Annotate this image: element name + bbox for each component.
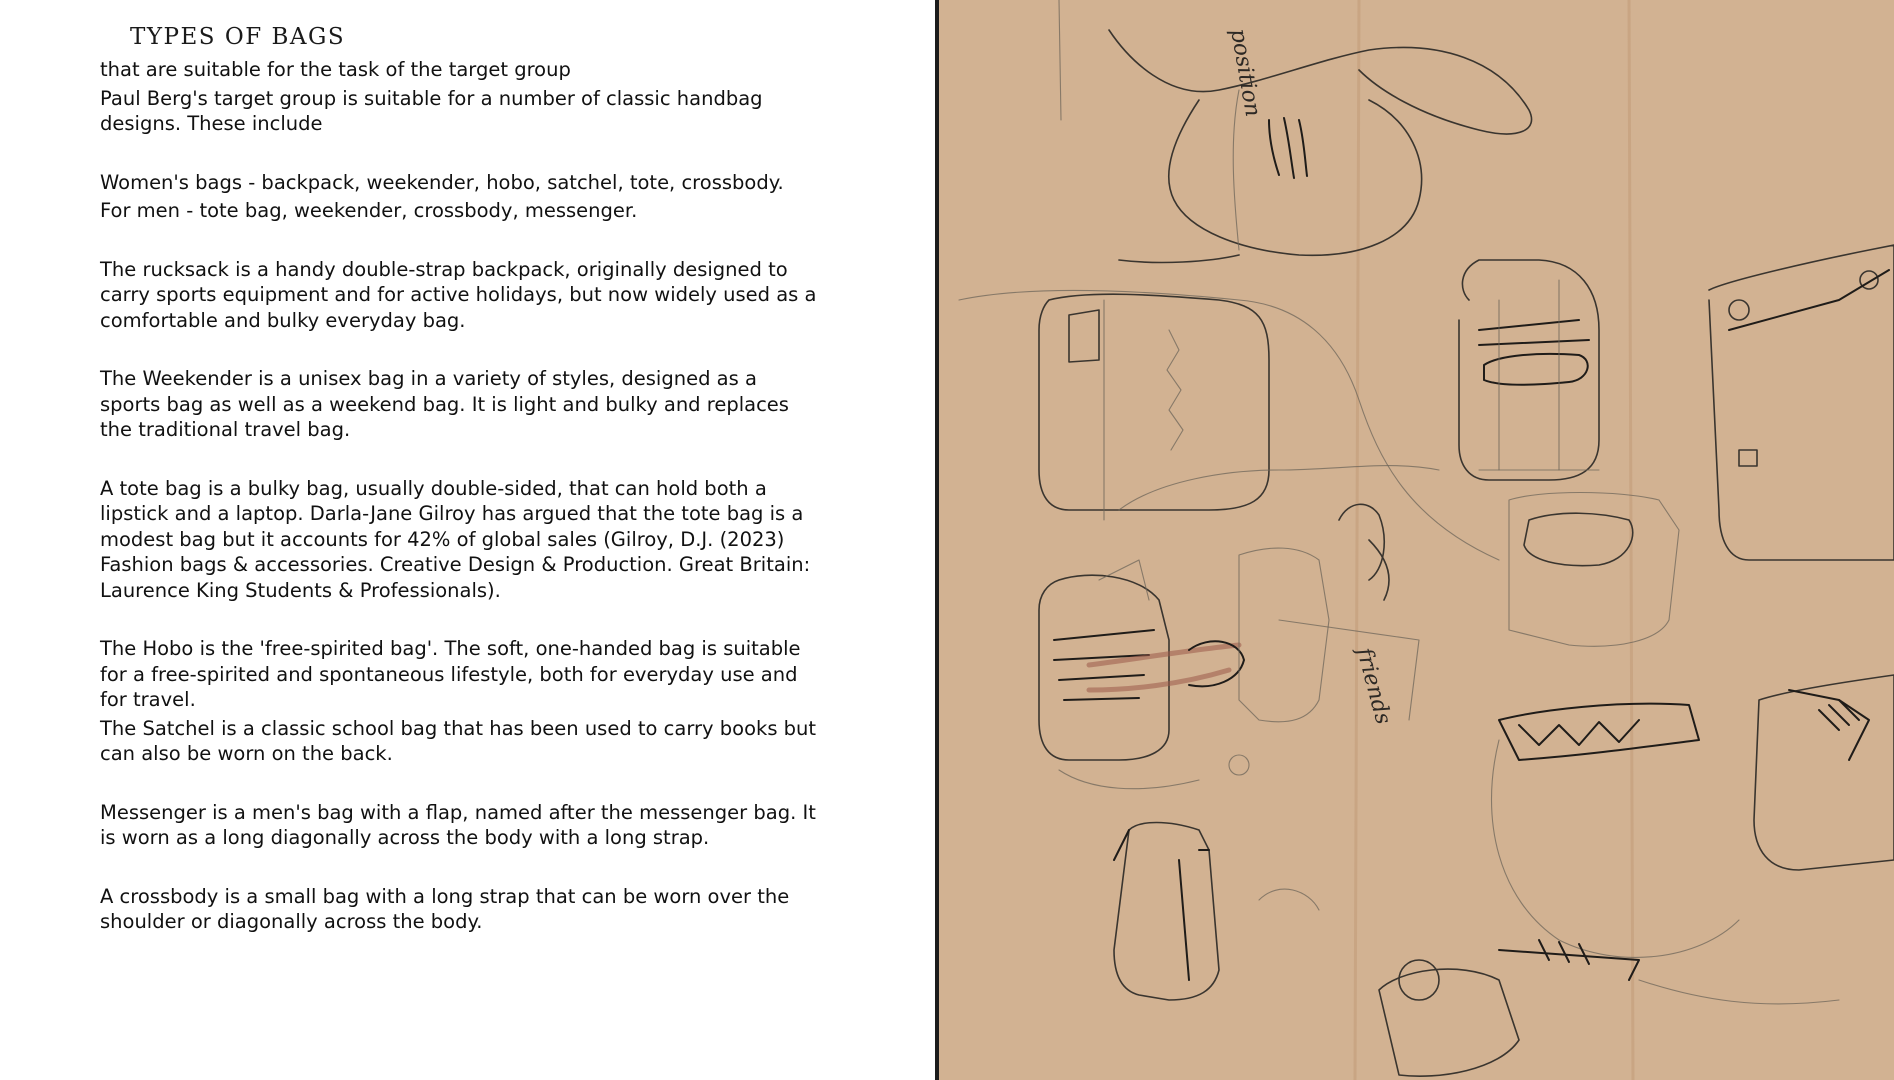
sketch-tote-bag	[1239, 504, 1419, 727]
mens-bags-list: For men - tote bag, weekender, crossbody, messenger.	[100, 199, 638, 222]
sketch-crossbody-bag	[1039, 560, 1249, 789]
sketch-hobo-bag	[1754, 675, 1894, 870]
sketch-top-bag	[1109, 27, 1532, 263]
hobo-paragraph: The Hobo is the 'free-spirited bag'. The soft, one-handed bag is suitable for a free-spirited and spontaneous lifestyle, both for everyday use and for travel.	[100, 637, 801, 711]
svg-text:position: position	[1225, 26, 1266, 119]
svg-text:friends: friends	[1351, 645, 1396, 728]
sketch-weekender-bag	[959, 291, 1499, 560]
page-title: TYPES OF BAGS	[130, 24, 346, 50]
crossbody-paragraph: A crossbody is a small bag with a long strap that can be worn over the shoulder or diagonally across the body.	[100, 884, 790, 933]
sketch-bottom-bag	[1379, 940, 1839, 1076]
rucksack-paragraph: The rucksack is a handy double-strap backpack, originally designed to carry sports equipment and for active holidays, but now widely used as a comfortable and bulky everyday bag.	[100, 257, 817, 332]
text-page	[0, 0, 935, 1080]
sketch-satchel	[1709, 245, 1894, 560]
intro-subtitle: that are suitable for the task of the target group	[100, 58, 571, 81]
sketch-messenger-bag	[1492, 493, 1740, 958]
tote-paragraph: A tote bag is a bulky bag, usually double-sided, that can hold both a lipstick and a laptop. Darla-Jane Gilroy has argued that the tote bag is a modest bag but it accounts for 42% of global sales (Gilroy, D.J. (2023) Fashion bags & accessories. Creative Design & Production. Great Britain: Laurence King Students & Professionals).	[100, 476, 811, 602]
intro-paragraph: Paul Berg's target group is suitable for a number of classic handbag designs. These include	[100, 86, 763, 135]
body-text	[100, 57, 820, 935]
satchel-paragraph: The Satchel is a classic school bag that has been used to carry books but can also be worn on the back.	[100, 716, 817, 765]
womens-bags-list: Women's bags - backpack, weekender, hobo, satchel, tote, crossbody.	[100, 170, 784, 194]
weekender-paragraph: The Weekender is a unisex bag in a variety of styles, designed as a sports bag as well as a weekend bag. It is light and bulky and replaces the traditional travel bag.	[100, 367, 789, 441]
sketch-box-bag	[1114, 823, 1319, 1001]
sketch-page	[939, 0, 1894, 1080]
messenger-paragraph: Messenger is a men's bag with a flap, named after the messenger bag. It is worn as a long diagonally across the body with a long strap.	[100, 800, 816, 849]
sketch-rucksack	[1459, 260, 1599, 480]
bag-sketches-image	[939, 0, 1894, 1080]
